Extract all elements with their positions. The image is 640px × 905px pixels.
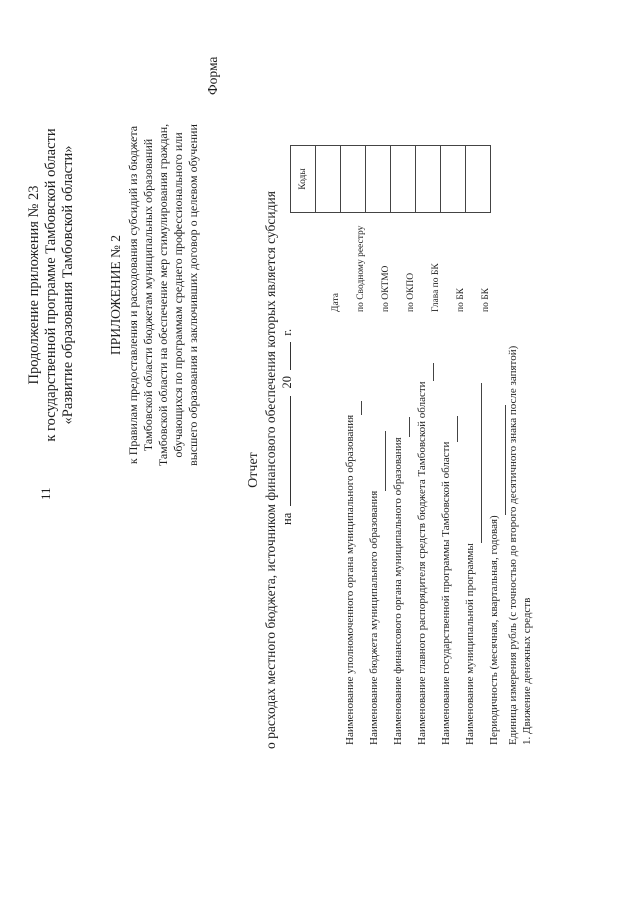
- field-state-program: [434, 325, 458, 745]
- field-blank[interactable]: [347, 401, 362, 415]
- codes-row-label: по Сводному реестру: [355, 225, 366, 312]
- appendix-line: к Правилам предоставления и расходования субсидий из бюджета: [126, 125, 140, 465]
- header-line-2: к государственной программе Тамбовской области: [43, 128, 59, 442]
- appendix-line: Тамбовской области на обеспечение мер стимулирования граждан,: [156, 123, 170, 467]
- codes-row-value[interactable]: [366, 146, 391, 213]
- field-chief-manager: [410, 325, 434, 745]
- page-number: 11: [38, 487, 53, 500]
- report-fields: [338, 325, 534, 745]
- field-label: Наименование уполномоченного органа муниципального образования: [344, 414, 356, 745]
- field-periodicity: [482, 325, 506, 745]
- codes-row-label: по БК: [455, 287, 466, 312]
- report-subtitle: о расходах местного бюджета, источником финансового обеспечения которых является субсидия: [263, 191, 278, 749]
- codes-row: [316, 146, 341, 316]
- year-blank[interactable]: [290, 342, 291, 370]
- codes-table: [290, 145, 491, 315]
- field-blank[interactable]: [395, 417, 410, 437]
- codes-header-row: [291, 146, 316, 316]
- appendix-block: [108, 15, 201, 575]
- field-label: 1. Движение денежных средств: [521, 597, 533, 745]
- continuation-header: [26, 25, 77, 545]
- header-line-1: Продолжение приложения № 23: [26, 185, 42, 385]
- codes-row-label: по БК: [480, 287, 491, 312]
- codes-row: [366, 146, 391, 316]
- form-label: Форма: [205, 56, 220, 95]
- codes-row-label: Глава по БК: [430, 263, 441, 312]
- date-blank[interactable]: [290, 396, 291, 506]
- codes-row: [341, 146, 366, 316]
- codes-row: [441, 146, 466, 316]
- appendix-line: обучающихся по программам среднего профессионального или: [171, 132, 185, 458]
- codes-row-value[interactable]: [441, 146, 466, 213]
- field-blank[interactable]: [371, 431, 386, 491]
- codes-row: [466, 146, 491, 316]
- field-budget-name: [362, 325, 386, 745]
- field-label: Наименование бюджета муниципального образования: [368, 490, 380, 745]
- report-date-line: [280, 329, 295, 525]
- field-label: Наименование муниципальной программы: [464, 543, 476, 745]
- header-line-3: «Развитие образования Тамбовской области»: [60, 145, 76, 425]
- field-municipal-program: [458, 325, 482, 745]
- codes-row-value[interactable]: [316, 146, 341, 213]
- year-suffix: г.: [280, 328, 294, 336]
- codes-row-label: Дата: [330, 293, 341, 312]
- appendix-title: ПРИЛОЖЕНИЕ № 2: [108, 234, 123, 356]
- codes-row-label: по ОКПО: [405, 272, 416, 312]
- report-title-block: [245, 185, 279, 755]
- appendix-line: Тамбовской области бюджетам муниципальных образований: [141, 138, 155, 452]
- codes-header: Коды: [291, 146, 316, 213]
- field-label: Наименование государственной программы Тамбовской области: [440, 441, 452, 745]
- field-label: Единица измерения рубль (с точностью до второго десятичного знака после запятой): [507, 345, 519, 745]
- field-blank[interactable]: [419, 363, 434, 381]
- field-label: Наименование главного распорядителя средств бюджета Тамбовской области: [416, 381, 428, 745]
- codes-row-value[interactable]: [341, 146, 366, 213]
- field-blank[interactable]: [491, 405, 506, 515]
- field-blank[interactable]: [467, 383, 482, 543]
- appendix-line: высшего образования и заключивших договор о целевом обучении: [186, 124, 200, 466]
- year-prefix: 20: [280, 376, 294, 389]
- report-title: Отчет: [246, 452, 261, 488]
- codes-row: [391, 146, 416, 316]
- codes-row-label: по ОКТМО: [380, 265, 391, 312]
- section-heading: [520, 325, 534, 745]
- report-on-prefix: на: [280, 512, 294, 525]
- field-label: Периодичность (месячная, квартальная, годовая): [488, 515, 500, 745]
- field-authorized-body: [338, 325, 362, 745]
- field-financial-body: [386, 325, 410, 745]
- codes-row-value[interactable]: [391, 146, 416, 213]
- field-blank[interactable]: [443, 416, 458, 442]
- field-unit: [506, 325, 520, 745]
- field-label: Наименование финансового органа муниципального образования: [392, 437, 404, 745]
- codes-row-value[interactable]: [466, 146, 491, 213]
- codes-row: [416, 146, 441, 316]
- codes-row-value[interactable]: [416, 146, 441, 213]
